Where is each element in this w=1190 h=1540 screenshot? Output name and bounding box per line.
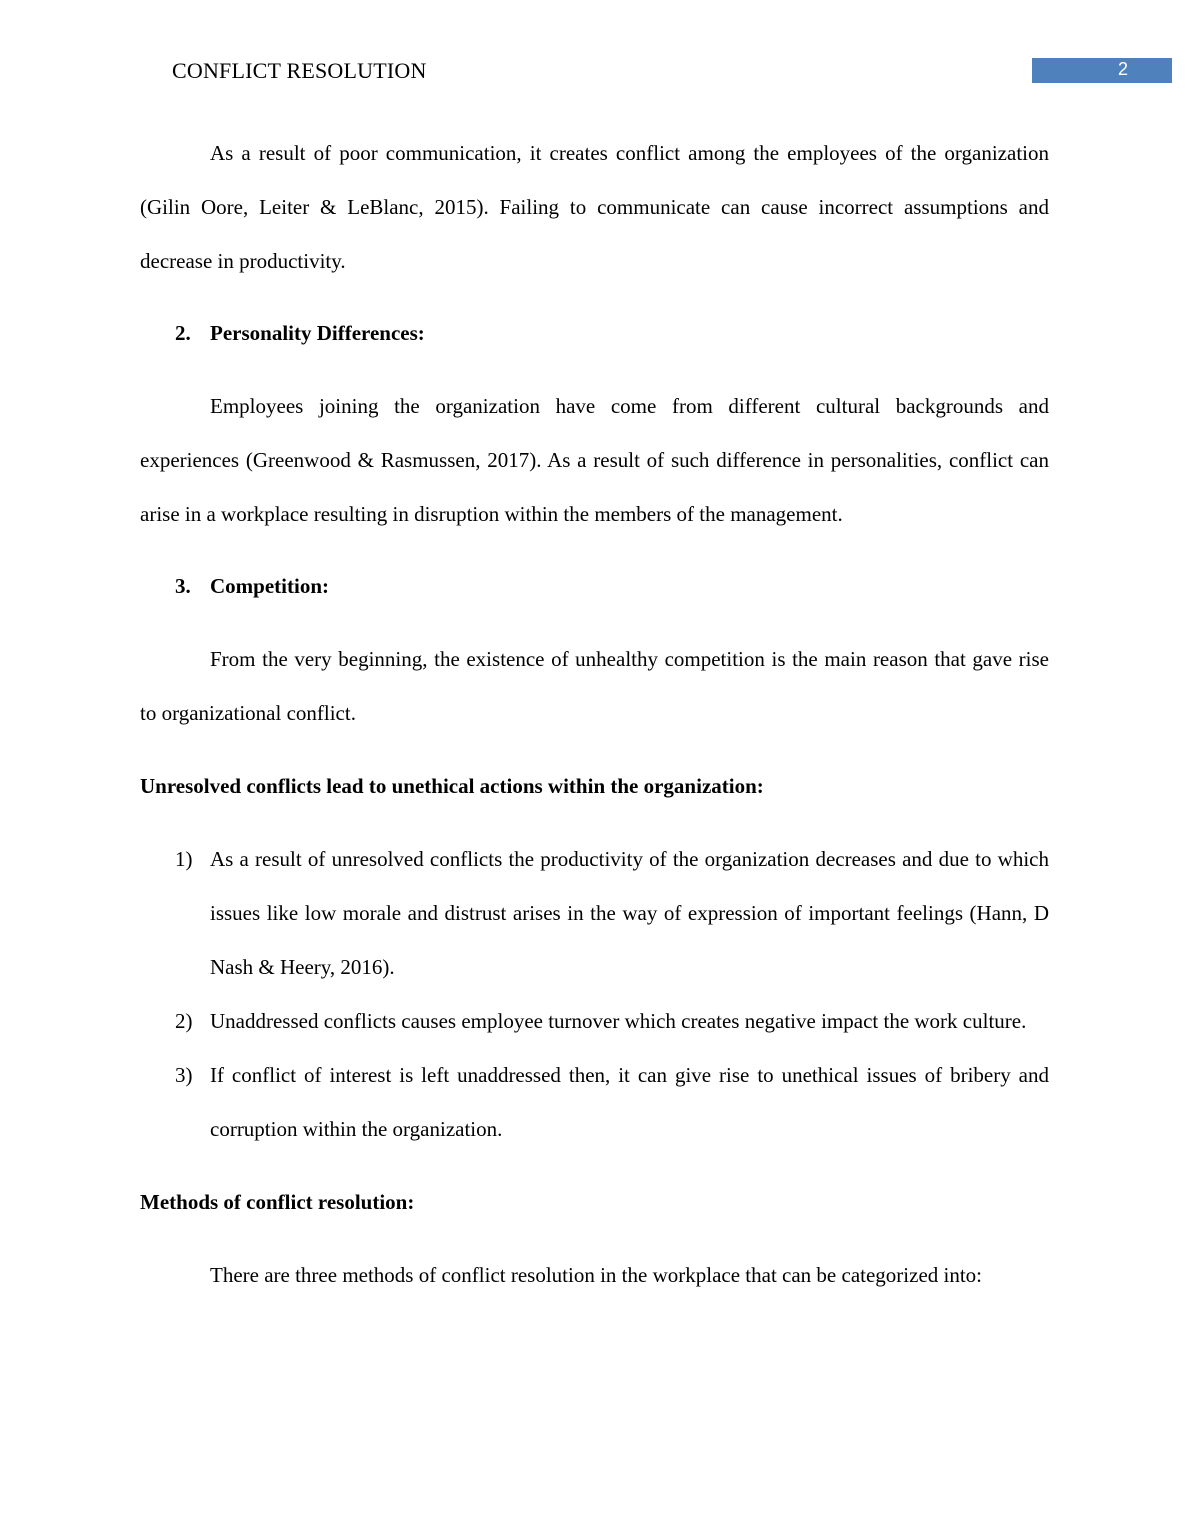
heading-competition — [140, 559, 1049, 613]
list-marker: 2) — [175, 1009, 193, 1033]
heading-personality-differences — [140, 306, 1049, 360]
paragraph-competition: From the very beginning, the existence of unhealthy competition is the main reason that gave rise to organizational conflict. — [140, 647, 1049, 725]
heading-number: 2. — [175, 321, 191, 345]
paragraph-methods: There are three methods of conflict resolution in the workplace that can be categorized into: — [210, 1263, 983, 1287]
list-item-text: Unaddressed conflicts causes employee turnover which creates negative impact the work culture. — [210, 1009, 1027, 1033]
heading-methods: Methods of conflict resolution: — [140, 1190, 415, 1214]
list-item — [140, 832, 1049, 994]
list-item — [140, 994, 1049, 1048]
heading-title: Personality Differences: — [210, 321, 425, 345]
running-head: CONFLICT RESOLUTION — [172, 58, 427, 83]
heading-number: 3. — [175, 574, 191, 598]
unresolved-conflicts-list — [140, 832, 1049, 1156]
document-body — [140, 126, 1049, 1302]
heading-unresolved-conflicts: Unresolved conflicts lead to unethical actions within the organization: — [140, 774, 764, 798]
list-item — [140, 1048, 1049, 1156]
page-number: 2 — [1117, 59, 1128, 79]
heading-title: Competition: — [210, 574, 329, 598]
page-number-box — [1032, 58, 1172, 83]
list-item-text: As a result of unresolved conflicts the productivity of the organization decreases and due to which issues like low morale and distrust arises in the way of expression of important feelings (Hann, D Nash & Heery, 2016). — [210, 847, 1049, 979]
paragraph-personality: Employees joining the organization have come from different cultural backgrounds and experiences (Greenwood & Rasmussen, 2017). As a result of such difference in personalities, conflict can arise in a workplace resulting in disruption within the members of the management. — [140, 394, 1049, 526]
paragraph-communication: As a result of poor communication, it creates conflict among the employees of the organization (Gilin Oore, Leiter & LeBlanc, 2015). Failing to communicate can cause incorrect assumptions and decrease in productivity. — [140, 141, 1049, 273]
list-marker: 3) — [175, 1063, 193, 1087]
list-marker: 1) — [175, 847, 193, 871]
list-item-text: If conflict of interest is left unaddressed then, it can give rise to unethical issues of bribery and corruption within the organization. — [210, 1063, 1049, 1141]
